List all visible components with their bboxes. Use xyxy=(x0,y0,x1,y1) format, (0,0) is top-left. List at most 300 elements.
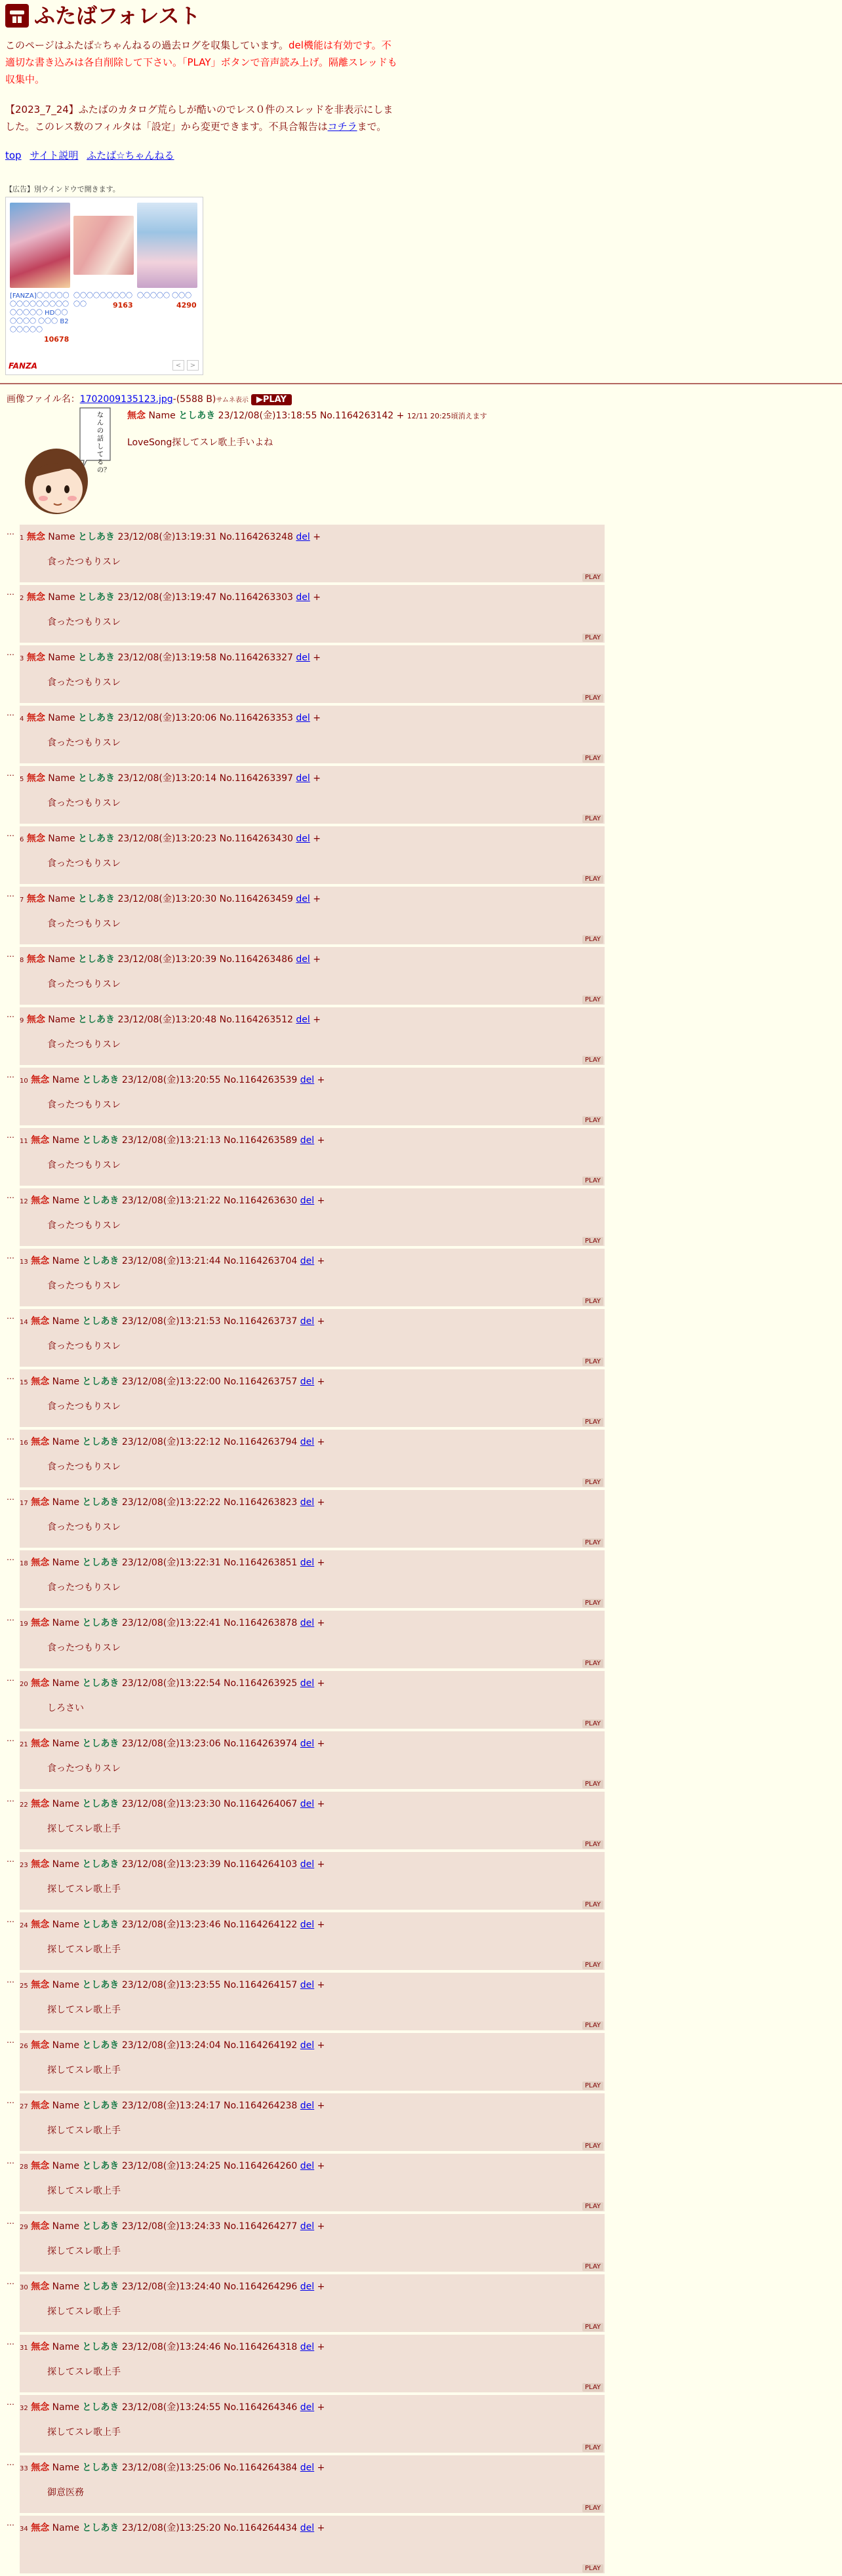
reply-body: 食ったつもりスレ xyxy=(47,738,121,748)
reply-plus-button[interactable]: + xyxy=(317,1920,325,1930)
reply-body: 食ったつもりスレ xyxy=(47,1039,121,1050)
reply-dots: … xyxy=(7,1251,14,1260)
reply-header xyxy=(20,1073,325,1086)
reply-name-label: Name xyxy=(52,2342,79,2352)
reply-number[interactable]: No.1164263878 xyxy=(224,1618,298,1628)
reply-plus-button[interactable]: + xyxy=(313,894,321,904)
reply-plus-button[interactable]: + xyxy=(313,1015,321,1025)
reply-subject: 無念 xyxy=(31,1316,50,1327)
reply-date: 23/12/08(金)13:23:30 xyxy=(121,1799,221,1809)
reply-plus-button[interactable]: + xyxy=(313,532,321,542)
reply-body: しろさい xyxy=(47,1703,84,1714)
reply-play-button[interactable]: PLAY xyxy=(582,2323,603,2331)
reply-play-button[interactable]: PLAY xyxy=(582,1116,603,1125)
reply-header xyxy=(20,1435,325,1448)
file-label: 画像ファイル名： xyxy=(7,394,80,405)
reply-number[interactable]: No.1164264434 xyxy=(224,2523,298,2533)
ad-image-2[interactable] xyxy=(73,216,134,275)
reply-header xyxy=(20,2038,325,2051)
nav-links xyxy=(5,148,399,162)
reply-plus-button[interactable]: + xyxy=(317,1316,325,1327)
reply-name: としあき xyxy=(78,713,115,723)
reply-play-button[interactable]: PLAY xyxy=(582,2263,603,2271)
reply-del-link[interactable]: del xyxy=(296,592,310,603)
reply-index: 27 xyxy=(20,2103,28,2110)
reply-name-label: Name xyxy=(52,1075,79,1085)
reply-plus-button[interactable]: + xyxy=(317,2402,325,2413)
reply-dots: … xyxy=(7,1191,14,1200)
reply-play-button[interactable]: PLAY xyxy=(582,694,603,702)
reply-header xyxy=(20,1857,325,1870)
reply-subject: 無念 xyxy=(26,954,45,965)
reply-name-label: Name xyxy=(52,1799,79,1809)
reply-name: としあき xyxy=(82,1437,119,1447)
reply-plus-button[interactable]: + xyxy=(317,1618,325,1628)
reply-name: としあき xyxy=(78,592,115,603)
reply-plus-button[interactable]: + xyxy=(317,1859,325,1870)
reply-row xyxy=(0,1490,610,1550)
reply-plus-button[interactable]: + xyxy=(313,954,321,965)
report-link[interactable]: コチラ xyxy=(327,121,357,132)
ad-note: 【広告】別ウインドウで開きます。 xyxy=(5,185,120,193)
reply-index: 33 xyxy=(20,2465,28,2472)
op-body: LoveSong探してスレ歌上手いよね xyxy=(127,437,273,448)
ad-caption-1[interactable]: [FANZA]〇〇〇〇〇〇〇〇〇〇〇〇〇〇〇〇〇〇〇 HD〇〇〇〇〇〇 〇〇〇 B2〇〇〇〇〇 xyxy=(10,292,70,334)
reply-index: 21 xyxy=(20,1741,28,1748)
reply-box xyxy=(20,766,605,824)
reply-number[interactable]: No.1164263851 xyxy=(224,1558,298,1568)
reply-del-link[interactable]: del xyxy=(300,1859,315,1870)
reply-del-link[interactable]: del xyxy=(300,1075,315,1085)
reply-play-button[interactable]: PLAY xyxy=(582,2082,603,2090)
reply-del-link[interactable]: del xyxy=(300,1196,315,1206)
reply-dots: … xyxy=(7,1975,14,1984)
reply-box xyxy=(20,1611,605,1668)
reply-name: としあき xyxy=(78,653,115,663)
reply-del-link[interactable]: del xyxy=(300,1980,315,1990)
reply-body: 探してスレ歌上手 xyxy=(47,2367,121,2377)
reply-play-button[interactable]: PLAY xyxy=(582,1961,603,1969)
reply-plus-button[interactable]: + xyxy=(317,2342,325,2352)
reply-play-button[interactable]: PLAY xyxy=(582,1297,603,1306)
reply-play-button[interactable]: PLAY xyxy=(582,1056,603,1064)
reply-row xyxy=(0,947,610,1007)
reply-subject: 無念 xyxy=(31,1135,50,1146)
reply-dots: … xyxy=(7,1794,14,1803)
nav-top-link[interactable]: top xyxy=(5,150,22,161)
reply-name-label: Name xyxy=(48,894,75,904)
reply-header xyxy=(20,2280,325,2293)
reply-row xyxy=(0,525,610,585)
reply-name: としあき xyxy=(78,894,115,904)
reply-body: 食ったつもりスレ xyxy=(47,1522,121,1533)
reply-header xyxy=(20,711,321,724)
reply-number[interactable]: No.1164264157 xyxy=(224,1980,298,1990)
reply-number[interactable]: No.1164263459 xyxy=(219,894,293,904)
reply-play-button[interactable]: PLAY xyxy=(582,2444,603,2452)
reply-box xyxy=(20,1973,605,2030)
reply-play-button[interactable]: PLAY xyxy=(582,2021,603,2030)
reply-play-button[interactable]: PLAY xyxy=(582,815,603,823)
reply-play-button[interactable]: PLAY xyxy=(582,996,603,1004)
reply-body: 食ったつもりスレ xyxy=(47,1220,121,1231)
ad-prev-button[interactable]: < xyxy=(172,360,184,371)
reply-name-label: Name xyxy=(52,1618,79,1628)
reply-name: としあき xyxy=(82,1920,119,1930)
reply-date: 23/12/08(金)13:23:39 xyxy=(121,1859,221,1870)
reply-play-button[interactable]: PLAY xyxy=(582,875,603,883)
reply-row xyxy=(0,1128,610,1188)
reply-index: 31 xyxy=(20,2345,28,2352)
reply-row xyxy=(0,1430,610,1490)
reply-plus-button[interactable]: + xyxy=(317,2040,325,2051)
reply-number[interactable]: No.1164263353 xyxy=(219,713,293,723)
reply-number[interactable]: No.1164264067 xyxy=(224,1799,298,1809)
reply-plus-button[interactable]: + xyxy=(313,834,321,844)
reply-dots: … xyxy=(7,769,14,778)
reply-dots: … xyxy=(7,1131,14,1140)
reply-box xyxy=(20,1490,605,1548)
reply-play-button[interactable]: PLAY xyxy=(582,1720,603,1728)
reply-plus-button[interactable]: + xyxy=(317,1437,325,1447)
reply-del-link[interactable]: del xyxy=(300,1316,315,1327)
reply-index: 30 xyxy=(20,2284,28,2291)
reply-number[interactable]: No.1164263539 xyxy=(224,1075,298,1085)
reply-row xyxy=(0,2395,610,2455)
reply-index: 24 xyxy=(20,1922,28,1929)
reply-number[interactable]: No.1164264192 xyxy=(224,2040,298,2051)
reply-number[interactable]: No.1164263303 xyxy=(219,592,293,603)
reply-row xyxy=(0,1249,610,1309)
reply-play-button[interactable]: PLAY xyxy=(582,1177,603,1185)
reply-play-button[interactable]: PLAY xyxy=(582,2202,603,2211)
reply-del-link[interactable]: del xyxy=(300,1135,315,1146)
reply-del-link[interactable]: del xyxy=(300,2463,315,2473)
reply-name: としあき xyxy=(82,2040,119,2051)
reply-name: としあき xyxy=(82,2523,119,2533)
reply-play-button[interactable]: PLAY xyxy=(582,1901,603,1909)
reply-del-link[interactable]: del xyxy=(296,954,310,965)
op-plus-button[interactable]: + xyxy=(396,411,405,421)
reply-number[interactable]: No.1164263737 xyxy=(224,1316,298,1327)
nav-about-link[interactable]: サイト説明 xyxy=(30,150,79,161)
reply-plus-button[interactable]: + xyxy=(317,1497,325,1508)
reply-box xyxy=(20,1852,605,1910)
reply-name: としあき xyxy=(82,1859,119,1870)
reply-dots: … xyxy=(7,1734,14,1743)
reply-body: 食ったつもりスレ xyxy=(47,1763,121,1774)
reply-number[interactable]: No.1164263704 xyxy=(224,1256,298,1266)
reply-number[interactable]: No.1164263430 xyxy=(219,834,293,844)
reply-plus-button[interactable]: + xyxy=(313,713,321,723)
reply-name-label: Name xyxy=(52,2101,79,2111)
reply-body: 探してスレ歌上手 xyxy=(47,1884,121,1895)
reply-del-link[interactable]: del xyxy=(300,1920,315,1930)
reply-row xyxy=(0,2274,610,2335)
reply-index: 10 xyxy=(20,1077,28,1085)
reply-plus-button[interactable]: + xyxy=(313,773,321,784)
reply-play-button[interactable]: PLAY xyxy=(582,2504,603,2512)
reply-del-link[interactable]: del xyxy=(296,1015,310,1025)
reply-name: としあき xyxy=(82,2221,119,2232)
reply-plus-button[interactable]: + xyxy=(317,2221,325,2232)
file-link[interactable]: 1702009135123.jpg xyxy=(79,394,173,405)
nav-futaba-link[interactable]: ふたば☆ちゃんねる xyxy=(87,150,174,161)
reply-number[interactable]: No.1164263925 xyxy=(224,1678,298,1689)
reply-plus-button[interactable]: + xyxy=(317,1377,325,1387)
reply-play-button[interactable]: PLAY xyxy=(582,1418,603,1426)
ad-caption-3[interactable]: 〇〇〇〇〇 〇〇〇 xyxy=(137,292,192,300)
reply-name-label: Name xyxy=(48,592,75,603)
reply-del-link[interactable]: del xyxy=(300,2101,315,2111)
reply-plus-button[interactable]: + xyxy=(317,2523,325,2533)
ad-price-1: 10678 xyxy=(44,335,70,344)
reply-row xyxy=(0,1671,610,1731)
reply-date: 23/12/08(金)13:21:22 xyxy=(121,1196,221,1206)
reply-del-link[interactable]: del xyxy=(296,532,310,542)
reply-number[interactable]: No.1164263512 xyxy=(219,1015,293,1025)
reply-index: 28 xyxy=(20,2163,28,2171)
reply-del-link[interactable]: del xyxy=(300,2402,315,2413)
reply-play-button[interactable]: PLAY xyxy=(582,1780,603,1788)
reply-dots: … xyxy=(7,1372,14,1381)
reply-date: 23/12/08(金)13:22:54 xyxy=(121,1678,221,1689)
reply-del-link[interactable]: del xyxy=(296,653,310,663)
reply-plus-button[interactable]: + xyxy=(317,1678,325,1689)
ad-image-1[interactable] xyxy=(10,203,70,288)
ad-image-3[interactable] xyxy=(137,203,197,288)
reply-del-link[interactable]: del xyxy=(300,2523,315,2533)
reply-row xyxy=(0,887,610,947)
reply-subject: 無念 xyxy=(31,1739,50,1749)
reply-date: 23/12/08(金)13:24:33 xyxy=(121,2221,221,2232)
reply-row xyxy=(0,1731,610,1792)
op-subject: 無念 xyxy=(127,411,146,421)
reply-header xyxy=(20,771,321,784)
reply-play-button[interactable]: PLAY xyxy=(582,1237,603,1245)
reply-name: としあき xyxy=(82,1799,119,1809)
reply-play-button[interactable]: PLAY xyxy=(582,1840,603,1849)
reply-plus-button[interactable]: + xyxy=(313,592,321,603)
reply-box xyxy=(20,2516,605,2573)
ad-caption-2[interactable]: 〇〇〇〇〇〇〇〇〇〇〇 xyxy=(73,292,132,308)
reply-plus-button[interactable]: + xyxy=(317,1739,325,1749)
reply-play-button[interactable]: PLAY xyxy=(582,2564,603,2573)
reply-plus-button[interactable]: + xyxy=(317,2101,325,2111)
reply-row xyxy=(0,766,610,826)
reply-del-link[interactable]: del xyxy=(300,1678,315,1689)
reply-del-link[interactable]: del xyxy=(300,2161,315,2171)
reply-number[interactable]: No.1164264277 xyxy=(224,2221,298,2232)
reply-number[interactable]: No.1164263974 xyxy=(224,1739,298,1749)
reply-number[interactable]: No.1164263327 xyxy=(219,653,293,663)
reply-del-link[interactable]: del xyxy=(300,1256,315,1266)
reply-date: 23/12/08(金)13:25:20 xyxy=(121,2523,221,2533)
reply-plus-button[interactable]: + xyxy=(313,653,321,663)
reply-header xyxy=(20,1797,325,1810)
reply-play-button[interactable]: PLAY xyxy=(582,1478,603,1487)
reply-del-link[interactable]: del xyxy=(300,1799,315,1809)
reply-number[interactable]: No.1164264296 xyxy=(224,2282,298,2292)
reply-plus-button[interactable]: + xyxy=(317,2282,325,2292)
reply-name: としあき xyxy=(82,1316,119,1327)
reply-header xyxy=(20,1194,325,1207)
reply-index: 29 xyxy=(20,2224,28,2231)
reply-plus-button[interactable]: + xyxy=(317,1135,325,1146)
reply-del-link[interactable]: del xyxy=(296,894,310,904)
reply-row xyxy=(0,2214,610,2274)
reply-name: としあき xyxy=(82,2101,119,2111)
reply-plus-button[interactable]: + xyxy=(317,1256,325,1266)
reply-box xyxy=(20,1792,605,1849)
reply-subject: 無念 xyxy=(31,2342,50,2352)
reply-header xyxy=(20,1676,325,1689)
ad-box xyxy=(5,184,202,375)
reply-plus-button[interactable]: + xyxy=(317,1075,325,1085)
reply-plus-button[interactable]: + xyxy=(317,2463,325,2473)
reply-name: としあき xyxy=(82,2402,119,2413)
intro-text-2-end: まで。 xyxy=(357,121,387,132)
reply-subject: 無念 xyxy=(31,1075,50,1085)
reply-date: 23/12/08(金)13:21:44 xyxy=(121,1256,221,1266)
reply-subject: 無念 xyxy=(26,1015,45,1025)
reply-name-label: Name xyxy=(52,1316,79,1327)
reply-play-button[interactable]: PLAY xyxy=(582,573,603,582)
reply-del-link[interactable]: del xyxy=(300,1437,315,1447)
reply-number[interactable]: No.1164263630 xyxy=(224,1196,298,1206)
reply-number[interactable]: No.1164264346 xyxy=(224,2402,298,2413)
reply-del-link[interactable]: del xyxy=(300,1377,315,1387)
reply-name: としあき xyxy=(82,1377,119,1387)
reply-play-button[interactable]: PLAY xyxy=(582,1539,603,1547)
reply-number[interactable]: No.1164263757 xyxy=(224,1377,298,1387)
reply-name: としあき xyxy=(82,1739,119,1749)
reply-index: 14 xyxy=(20,1319,28,1326)
reply-date: 23/12/08(金)13:23:55 xyxy=(121,1980,221,1990)
reply-dots: … xyxy=(7,1432,14,1441)
reply-play-button[interactable]: PLAY xyxy=(582,2142,603,2150)
reply-play-button[interactable]: PLAY xyxy=(582,634,603,642)
reply-number[interactable]: No.1164264384 xyxy=(224,2463,298,2473)
reply-play-button[interactable]: PLAY xyxy=(582,2383,603,2392)
reply-play-button[interactable]: PLAY xyxy=(582,1599,603,1607)
reply-del-link[interactable]: del xyxy=(296,713,310,723)
reply-number[interactable]: No.1164264318 xyxy=(224,2342,298,2352)
reply-header xyxy=(20,892,321,905)
reply-header xyxy=(20,1918,325,1931)
reply-body: 食ったつもりスレ xyxy=(47,677,121,688)
reply-date: 23/12/08(金)13:21:13 xyxy=(121,1135,221,1146)
reply-name-label: Name xyxy=(48,773,75,784)
reply-subject: 無念 xyxy=(31,2040,50,2051)
site-title-text: ふたばフォレスト xyxy=(34,3,201,28)
reply-plus-button[interactable]: + xyxy=(317,2161,325,2171)
reply-body: 食ったつもりスレ xyxy=(47,798,121,809)
reply-play-button[interactable]: PLAY xyxy=(582,1659,603,1668)
reply-name-label: Name xyxy=(52,1859,79,1870)
reply-del-link[interactable]: del xyxy=(300,2221,315,2232)
reply-header xyxy=(20,2159,325,2172)
reply-header xyxy=(20,1133,325,1146)
fanza-logo[interactable]: FANZA xyxy=(9,361,37,371)
reply-number[interactable]: No.1164263794 xyxy=(224,1437,298,1447)
intro-text-2: 【2023_7_24】ふたばのカタログ荒らしが酷いのでレス０件のスレッドを非表示にしました。このレス数のフィルタは「設定」から変更できます。不具合報告は xyxy=(5,104,393,132)
reply-body: 食ったつもりスレ xyxy=(47,919,121,929)
reply-plus-button[interactable]: + xyxy=(317,1980,325,1990)
reply-index: 32 xyxy=(20,2405,28,2412)
reply-header xyxy=(20,1375,325,1388)
reply-number[interactable]: No.1164264260 xyxy=(224,2161,298,2171)
ad-price-2: 9163 xyxy=(113,301,133,310)
ad-next-button[interactable]: > xyxy=(187,360,199,371)
op-play-button[interactable]: ▶PLAY xyxy=(251,394,292,405)
reply-number[interactable]: No.1164263486 xyxy=(219,954,293,965)
reply-number[interactable]: No.1164263248 xyxy=(219,532,293,542)
reply-index: 2 xyxy=(20,595,24,602)
reply-body: 食ったつもりスレ xyxy=(47,1462,121,1472)
reply-number[interactable]: No.1164263589 xyxy=(224,1135,298,1146)
reply-dots: … xyxy=(7,1493,14,1502)
reply-subject: 無念 xyxy=(26,834,45,844)
reply-subject: 無念 xyxy=(31,1799,50,1809)
reply-header xyxy=(20,1254,325,1267)
reply-name: としあき xyxy=(82,1256,119,1266)
reply-del-link[interactable]: del xyxy=(296,834,310,844)
reply-plus-button[interactable]: + xyxy=(317,1196,325,1206)
reply-date: 23/12/08(金)13:22:00 xyxy=(121,1377,221,1387)
reply-play-button[interactable]: PLAY xyxy=(582,754,603,763)
reply-header xyxy=(20,832,321,845)
op-name-label: Name xyxy=(148,411,176,421)
reply-body: 食ったつもりスレ xyxy=(47,557,121,567)
reply-name: としあき xyxy=(82,1497,119,1508)
reply-box xyxy=(20,826,605,884)
reply-number[interactable]: No.1164263397 xyxy=(219,773,293,784)
op-number[interactable]: No.1164263142 xyxy=(319,411,394,421)
reply-subject: 無念 xyxy=(31,2523,50,2533)
reply-del-link[interactable]: del xyxy=(300,1497,315,1508)
site-title[interactable] xyxy=(5,4,399,28)
reply-del-link[interactable]: del xyxy=(296,773,310,784)
reply-index: 15 xyxy=(20,1379,28,1386)
reply-number[interactable]: No.1164264103 xyxy=(224,1859,298,1870)
reply-del-link[interactable]: del xyxy=(300,1618,315,1628)
reply-plus-button[interactable]: + xyxy=(317,1558,325,1568)
reply-number[interactable]: No.1164263823 xyxy=(224,1497,298,1508)
reply-del-link[interactable]: del xyxy=(300,2040,315,2051)
reply-del-link[interactable]: del xyxy=(300,2282,315,2292)
reply-date: 23/12/08(金)13:22:31 xyxy=(121,1558,221,1568)
reply-play-button[interactable]: PLAY xyxy=(582,1358,603,1366)
op-thumbnail[interactable] xyxy=(20,405,115,518)
reply-date: 23/12/08(金)13:24:17 xyxy=(121,2101,221,2111)
reply-number[interactable]: No.1164264238 xyxy=(224,2101,298,2111)
reply-name-label: Name xyxy=(52,1980,79,1990)
reply-number[interactable]: No.1164264122 xyxy=(224,1920,298,1930)
reply-plus-button[interactable]: + xyxy=(317,1799,325,1809)
reply-row xyxy=(0,1792,610,1852)
reply-play-button[interactable]: PLAY xyxy=(582,935,603,944)
reply-del-link[interactable]: del xyxy=(300,2342,315,2352)
reply-row xyxy=(0,1188,610,1249)
reply-date: 23/12/08(金)13:23:06 xyxy=(121,1739,221,1749)
reply-body: 食ったつもりスレ xyxy=(47,1160,121,1171)
reply-del-link[interactable]: del xyxy=(300,1739,315,1749)
reply-dots: … xyxy=(7,1855,14,1864)
reply-body: 探してスレ歌上手 xyxy=(47,2306,121,2317)
reply-del-link[interactable]: del xyxy=(300,1558,315,1568)
reply-date: 23/12/08(金)13:20:48 xyxy=(117,1015,217,1025)
